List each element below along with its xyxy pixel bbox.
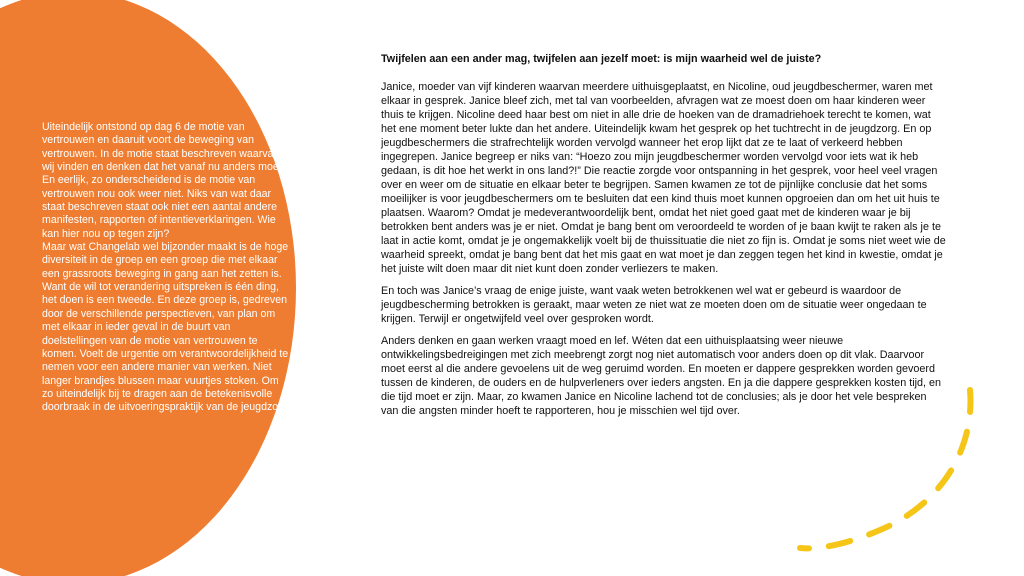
article-paragraph-3: Anders denken en gaan werken vraagt moed en lef. Wéten dat een uithuisplaatsing weer nieuwe ontwikkelingsbedreigingen met zich meebrengt zorgt nog niet automatisch voor anders doen op dit vlak. Daarvoor moet eerst al die andere gevoelens uit de weg geruimd worden. En moeten er dappere gesprekken worden gevoerd tussen de kinderen, de ouders en de hulpverleners over ieders angsten. En ja die dappere gesprekken kosten tijd, en die tijd moet er zijn. Maar, zo kwamen Janice en Nicoline lachend tot de conclusies; als je door het vele bespreken van die angsten minder hoeft te rapporteren, hou je misschien wel tijd over. — [381, 335, 942, 417]
yellow-dashed-curve-decoration — [780, 380, 980, 560]
article-paragraph-1: Janice, moeder van vijf kinderen waarvan meerdere uithuisgeplaatst, en Nicoline, oud jeugdbeschermer, waren met elkaar in gesprek. Janice bleef zich, met tal van voorbeelden, afvragen wat ze moest doen om haar kinderen weer thuis te krijgen. Nicoline deed haar best om niet in alle drie de hoeken van de dramadriehoek terecht te komen, wat het ene moment beter lukte dan het andere. Uiteindelijk kwam het gesprek op het tuchtrecht in de jeugdzorg. En op jeugdbeschermers die strafrechtelijk worden vervolgd wanneer het erop lijkt dat ze te laat of verkeerd hebben ingegrepen. Janice begreep er niks van: “Hoezo zou mijn jeugdbeschermer worden vervolgd voor iets wat ik heb gedaan, is dit hoe het werkt in ons land?!” Die reactie zorgde voor ontspanning in het gesprek, voor heel veel vragen over en weer om de situatie en elkaar beter te begrijpen. Samen kwamen ze tot de pijnlijke conclusie dat het soms moeilijker is voor jeugdbeschermers om te besluiten dat een kind thuis moet kunnen opgroeien dan om het uit huis te plaatsen. Waarom? Omdat je medeverantwoordelijk bent, omdat het niet goed gaat met de kinderen waar je bij betrokken bent anders was je er niet. Omdat je bang bent om veroordeeld te worden of je baan kwijt te raken als je te laat in actie komt, omdat je je ongemakkelijk voelt bij de thuissituatie die niet zo fijn is. Omdat je soms niet weet wie de waarheid spreekt, omdat je bang bent dat het mis gaat en wat moet je dan zeggen tegen het kind in kwestie, omdat je het juiste wilt doen maar dit niet kunt doen zonder verliezers te maken. — [381, 81, 946, 275]
article-title: Twijfelen aan een ander mag, twijfelen aan jezelf moet: is mijn waarheid wel de juiste? — [381, 53, 822, 65]
article-column — [381, 52, 946, 426]
article-paragraph-2: En toch was Janice’s vraag de enige juiste, want vaak weten betrokkenen wel wat er gebeurd is waardoor de jeugdbescherming betrokken is geraakt, maar weten ze niet wat ze moeten doen om de situatie weer ongedaan te krijgen. Terwijl er ongetwijfeld veel over gesproken wordt. — [381, 285, 927, 325]
yellow-dashed-curve — [800, 390, 970, 548]
left-panel-text: Uiteindelijk ontstond op dag 6 de motie van vertrouwen en daaruit voort de beweging van vertrouwen. In de motie staat beschreven waarvan wij vinden en denken dat het vanaf nu anders moet. En eerlijk, zo onderscheidend is de motie van vertrouwen nou ook weer niet. Niks van wat daar staat beschreven staat ook niet een aantal andere manifesten, rapporten of intentieverklaringen. Wie kan hier nou op tegen zijn? Maar wat Changelab wel bijzonder maakt is de hoge diversiteit in de groep en een groep die met elkaar een grassroots beweging in gang aan het zetten is. Want de wil tot verandering uitspreken is één ding, het doen is een tweede. En deze groep is, gedreven door de verschillende perspectieven, van plan om met elkaar in ieder geval in de buurt van doelstellingen van de motie van vertrouwen te komen. Voelt de urgentie om verantwoordelijkheid te nemen voor een andere manier van werken. Niet langer brandjes blussen maar vuurtjes stoken. Om zo uiteindelijk bij te dragen aan de betekenisvolle doorbraak in de uitvoeringspraktijk van de jeugdzorg. — [42, 121, 291, 414]
